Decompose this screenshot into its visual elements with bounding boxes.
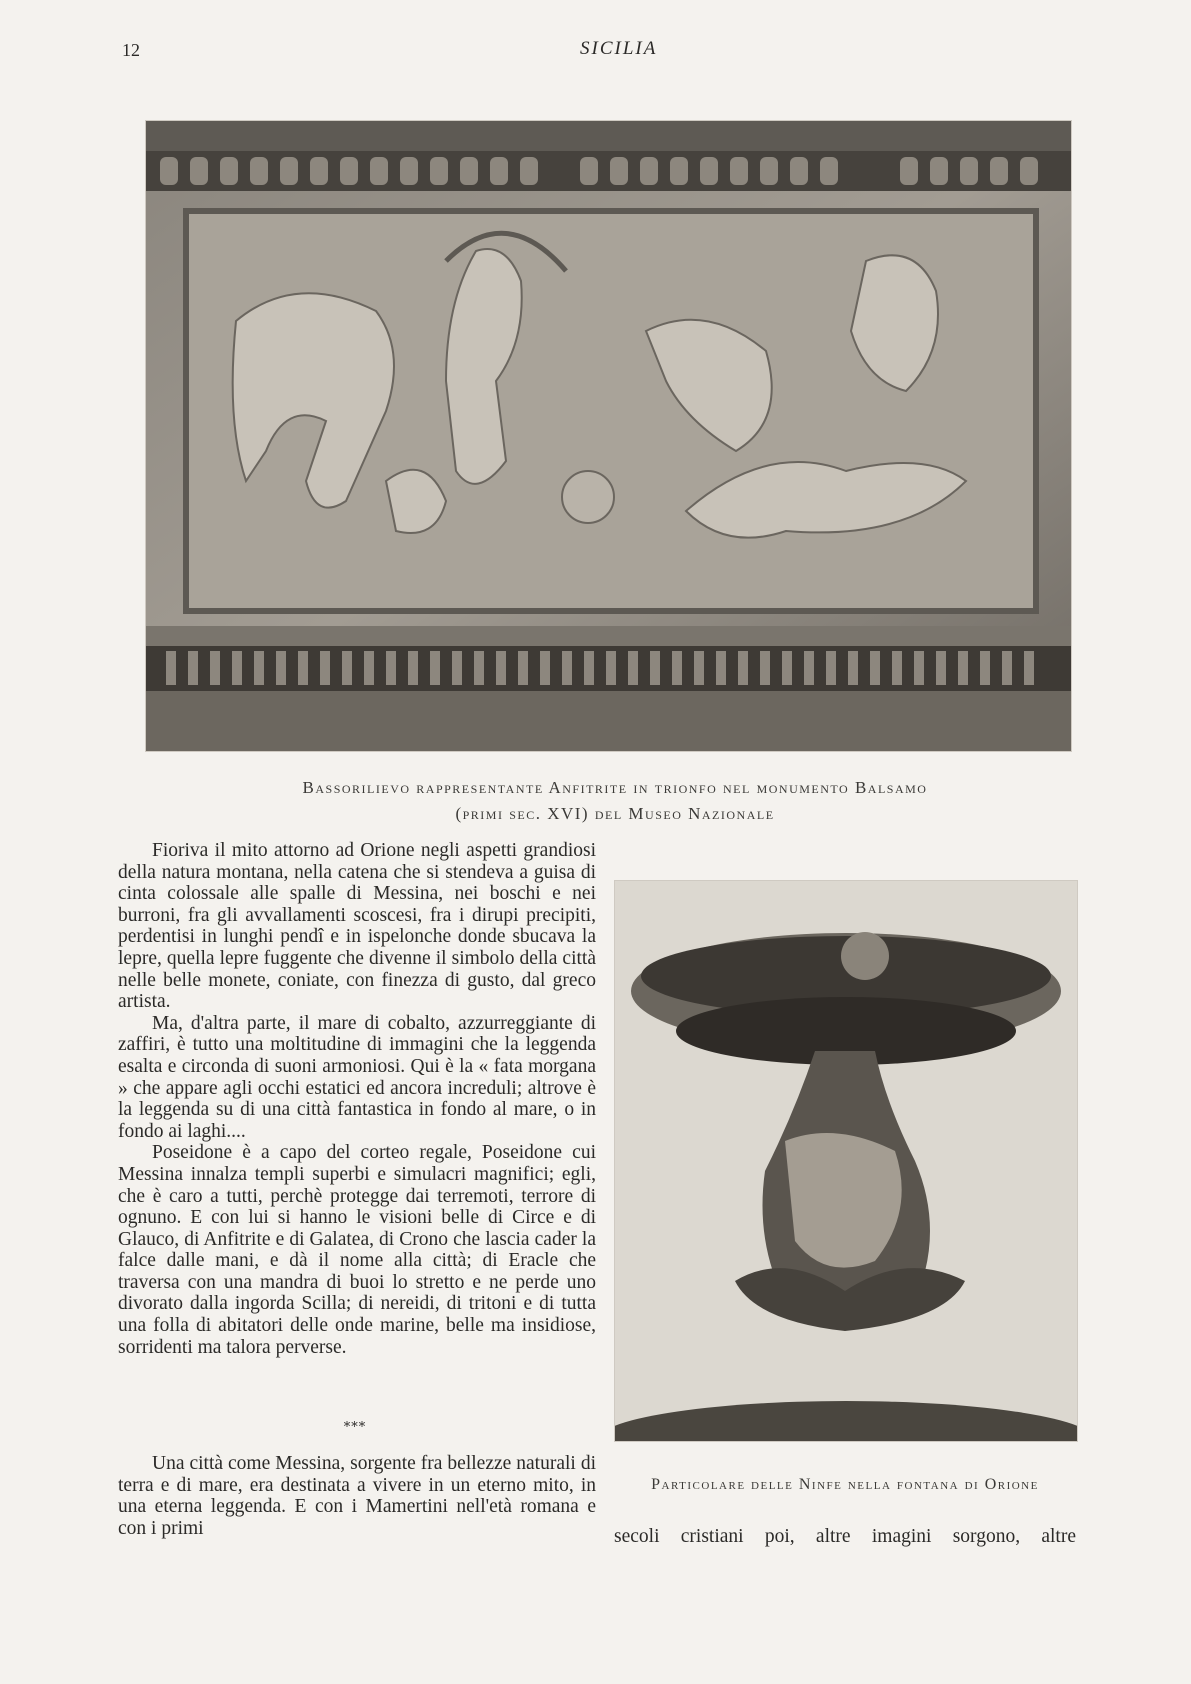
fountain-photograph [614,880,1078,1442]
relief-caption-line1: Bassorilievo rappresentante Anfitrite in trionfo nel monumento Balsamo [302,778,928,797]
body-column [118,840,596,1358]
paragraph-messina: Una città come Messina, sorgente fra bellezze naturali di terra e di mare, era destinata a vivere in un eterno mito, in una eterna leggenda. E con i Mamertini nell'età romana e con i primi [118,1453,596,1539]
paragraph-mare: Ma, d'altra parte, il mare di cobalto, azzurreggiante di zaffiri, è tutto una moltitudine di immagini che la leggenda esalta e circonda di suoni armoniosi. Qui è la « fata morgana » che appare agli occhi estatici ed ancora increduli; altrove è la leggenda su di una città fantastica in fondo al mare, o in fondo ai laghi.... [118,1012,596,1142]
body-column-2 [118,1453,596,1539]
relief-caption [230,775,1000,827]
page-number: 12 [122,40,140,60]
continued-text: secoli cristiani poi, altre imagini sorgono, altre [614,1526,1076,1547]
relief-photograph [145,120,1072,752]
section-separator: *** [343,1420,367,1435]
paragraph-poseidone: Poseidone è a capo del corteo regale, Poseidone cui Messina innalza templi superbi e simulacri magnifici; egli, che è caro a tutti, perchè protegge dai terremoti, terrore di ognuno. E con lui si hanno le visioni belle di Circe e di Glauco, di Anfitrite e di Galatea, di Crono che lascia cader la falce dalle mani, e dà il nome alla città; di Eracle che traversa con una mandra di buoi lo stretto e ne perde uno divorato dalla ingorda Scilla; di nereidi, di tritoni e di tutta una folla di abitatori delle onde marine, belle ma insidiose, sorridenti ma talora perverse. [118,1142,596,1358]
relief-caption-line2: (primi sec. XVI) del Museo Nazionale [455,804,775,823]
fountain-caption: Particolare delle Ninfe nella fontana di Orione [651,1476,1039,1493]
running-title: SICILIA [580,38,658,59]
paragraph-orione: Fioriva il mito attorno ad Orione negli aspetti grandiosi della natura montana, nella catena che si stendeva a guisa di cinta colossale alle spalle di Messina, nei boschi e nei burroni, fra gli avvallamenti scoscesi, fra i dirupi precipiti, perdentisi in lunghi pendî e in ispelonche donde sbucava la lepre, quella lepre fuggente che divenne il simbolo della città nelle belle monete, coniate, con finezza di gusto, dal greco artista. [118,840,596,1013]
